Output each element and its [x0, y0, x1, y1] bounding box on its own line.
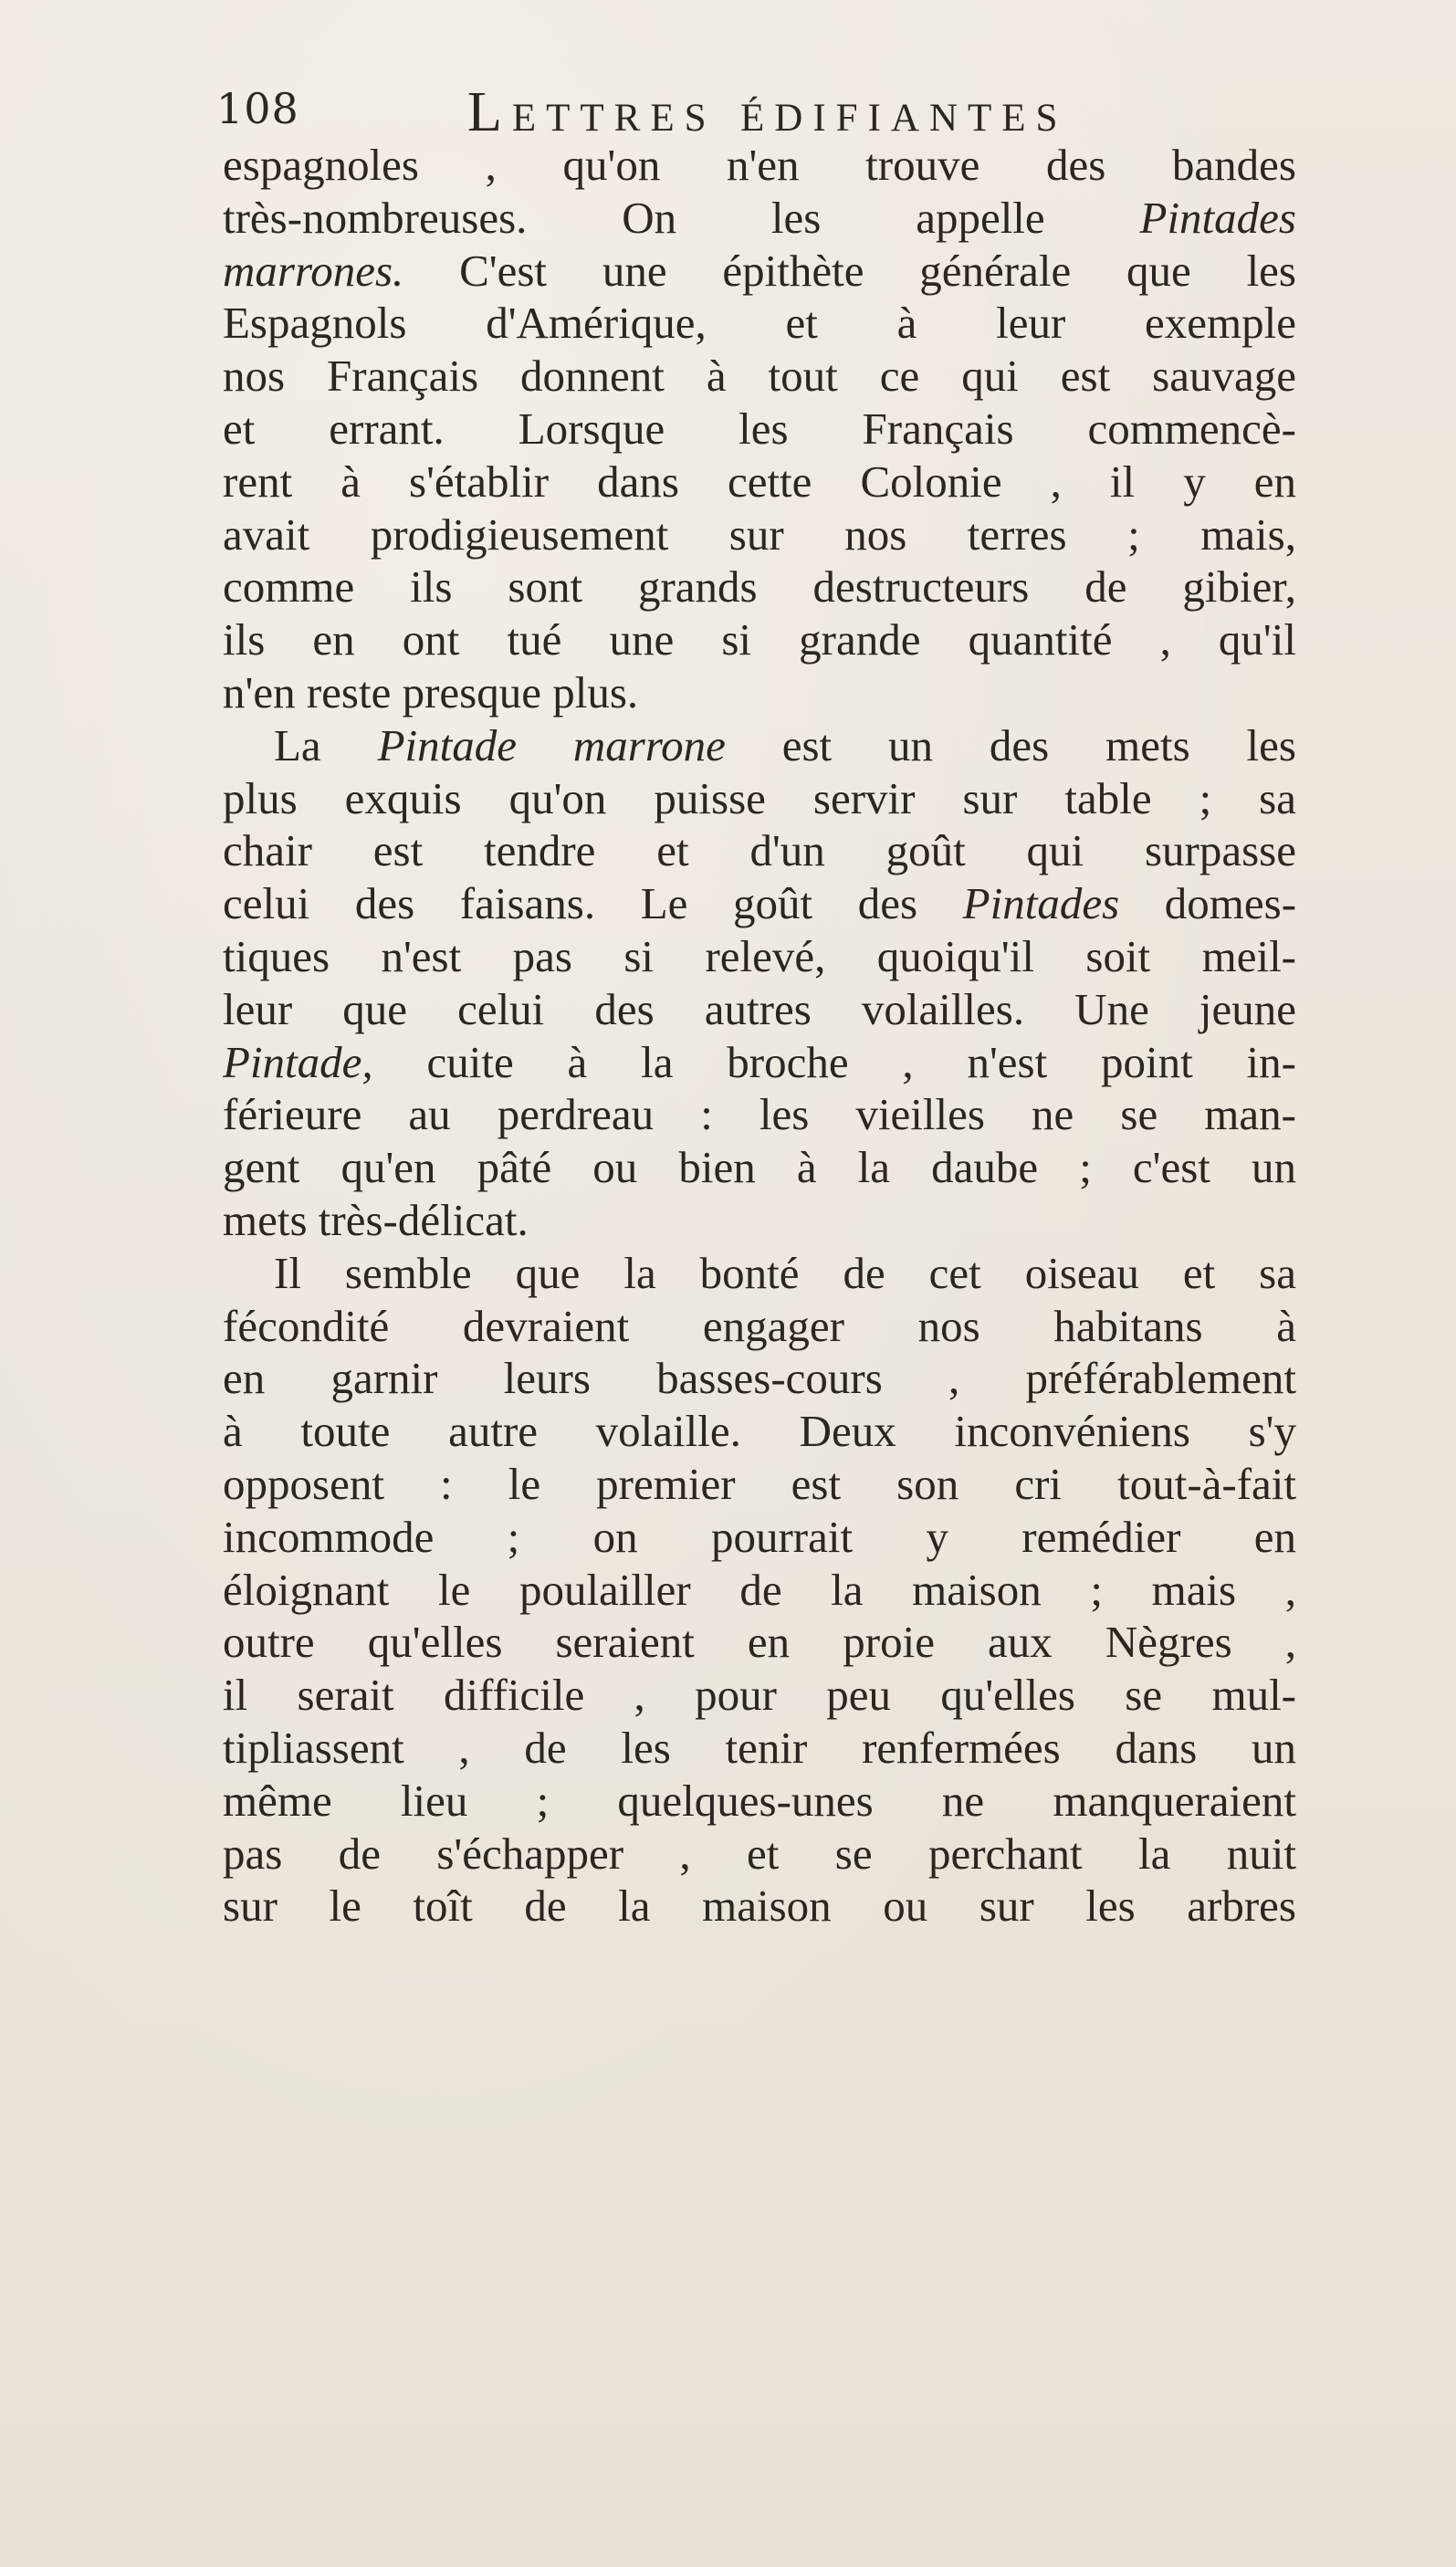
italic-term: marrones. — [223, 245, 404, 296]
italic-term: Pintades — [962, 878, 1120, 929]
text-line: leur que celui des autres volailles. Une jeune — [223, 983, 1296, 1034]
text-line: La Pintade marrone est un des mets les — [274, 719, 1296, 770]
italic-term: Pintades — [1139, 192, 1296, 243]
text-line: tipliassent , de les tenir renfermées dans un — [223, 1722, 1296, 1773]
text-line: Pintade, cuite à la broche , n'est point in- — [223, 1036, 1296, 1087]
text-line: à toute autre volaille. Deux inconvéniens s'y — [223, 1406, 1296, 1457]
text-line: rent à s'établir dans cette Colonie , il y en — [223, 456, 1296, 507]
page-number: 108 — [216, 84, 299, 133]
text-line: avait prodigieusement sur nos terres ; mais, — [223, 508, 1296, 560]
text-line: incommode ; on pourrait y remédier en — [223, 1511, 1296, 1562]
text-line: outre qu'elles seraient en proie aux Nègres , — [223, 1617, 1296, 1668]
text-line: très-nombreuses. On les appelle Pintades — [223, 192, 1296, 243]
body-text — [223, 139, 1296, 1933]
text-line: opposent : le premier est son cri tout-à-fait — [223, 1458, 1296, 1509]
text-line: même lieu ; quelques-unes ne manqueraient — [223, 1775, 1296, 1826]
text-line: mets très-délicat. — [223, 1194, 529, 1245]
text-line: nos Français donnent à tout ce qui est sauvage — [223, 351, 1296, 402]
text-line: sur le toît de la maison ou sur les arbres — [223, 1881, 1296, 1932]
text-line: Espagnols d'Amérique, et à leur exemple — [223, 298, 1296, 349]
running-title: Lettres édifiantes — [467, 81, 1068, 143]
text-line: éloignant le poulailler de la maison ; mais , — [223, 1564, 1296, 1615]
text-line: férieure au perdreau : les vieilles ne se man- — [223, 1089, 1296, 1140]
text-line: marrones. C'est une épithète générale que les — [223, 245, 1296, 296]
text-line: pas de s'échapper , et se perchant la nuit — [223, 1828, 1296, 1879]
text-line: espagnoles , qu'on n'en trouve des bandes — [223, 140, 1296, 190]
text-line: comme ils sont grands destructeurs de gibier, — [223, 561, 1296, 613]
text-line: celui des faisans. Le goût des Pintades domes- — [223, 878, 1296, 929]
text-line: Il semble que la bonté de cet oiseau et sa — [274, 1247, 1296, 1298]
italic-term: Pintade, — [223, 1036, 373, 1087]
text-line: chair est tendre et d'un goût qui surpasse — [223, 825, 1296, 876]
text-line: plus exquis qu'on puisse servir sur table ; sa — [223, 772, 1296, 823]
text-line: fécondité devraient engager nos habitans à — [223, 1300, 1296, 1351]
text-line: en garnir leurs basses-cours , préférablement — [223, 1353, 1296, 1404]
text-line: gent qu'en pâté ou bien à la daube ; c'est un — [223, 1142, 1296, 1193]
text-line: et errant. Lorsque les Français commencè- — [223, 403, 1296, 454]
text-line: il serait difficile , pour peu qu'elles se mul- — [223, 1670, 1296, 1721]
italic-term: Pintade marrone — [377, 719, 726, 770]
text-line: ils en ont tué une si grande quantité , qu'il — [223, 614, 1296, 665]
text-line: n'en reste presque plus. — [223, 666, 639, 718]
text-line: tiques n'est pas si relevé, quoiqu'il soit meil- — [223, 930, 1296, 981]
